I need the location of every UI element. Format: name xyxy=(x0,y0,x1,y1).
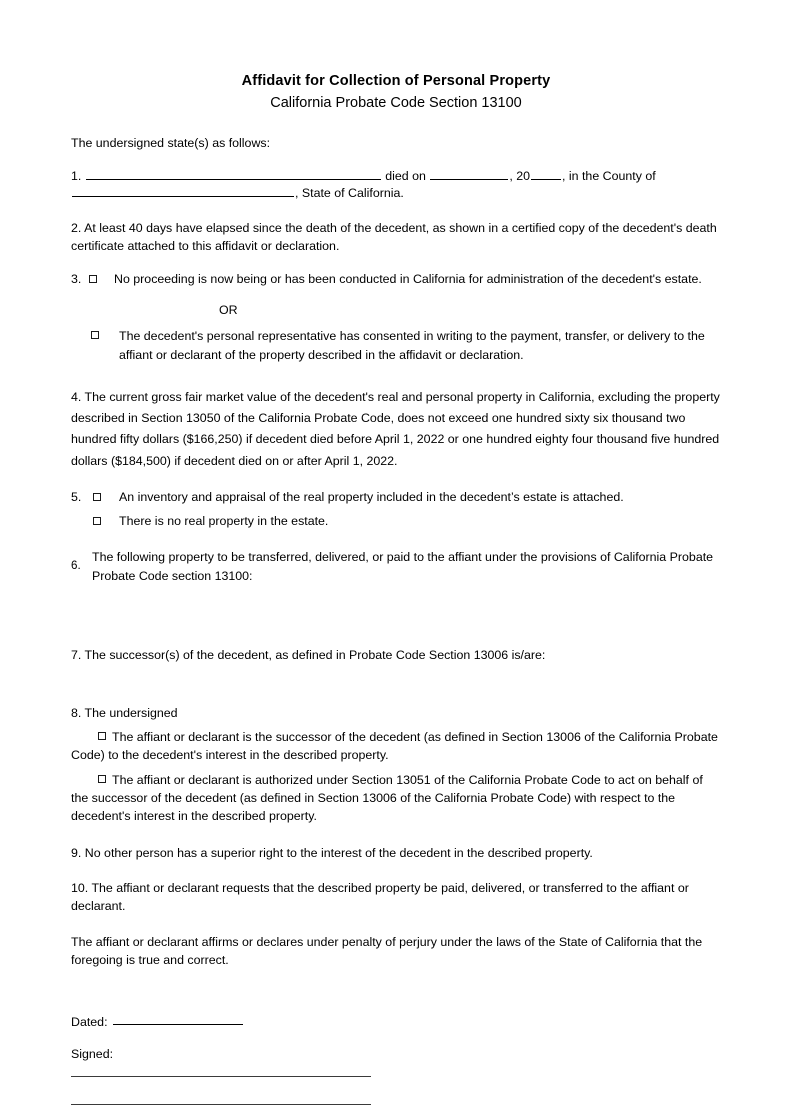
item-6 xyxy=(71,548,721,585)
item-8-heading: 8. The undersigned xyxy=(71,705,178,720)
date-of-death-field[interactable] xyxy=(430,168,508,180)
item-3-option-b-row[interactable] xyxy=(71,327,721,364)
item-1-state-label: , State of California. xyxy=(295,186,404,201)
year-field[interactable] xyxy=(531,168,561,180)
item-8-option-a-row[interactable] xyxy=(71,729,721,765)
checkbox-empty-icon[interactable] xyxy=(89,275,97,283)
dated-field[interactable] xyxy=(113,1014,243,1026)
item-6-line-1: The following property to be transferred, delivered, or paid to the affiant under the provisions of California Probate xyxy=(92,550,714,565)
title-block xyxy=(71,72,721,113)
checkbox-empty-icon[interactable] xyxy=(98,775,106,783)
item-5-option-b-row[interactable] xyxy=(71,513,721,531)
item-3 xyxy=(71,271,721,364)
item-3-option-a-label: No proceeding is now being or has been conducted in California for administration of the decedent's estate. xyxy=(114,272,702,287)
item-6-number: 6. xyxy=(71,559,81,573)
item-4: 4. The current gross fair market value of the decedent's real and personal property in California, excluding the property described in Section 13050 of the California Probate Code, does not exceed one hundred sixty six thousand two hundred fifty dollars ($166,250) if decedent died before April 1, 2022 or one hundred eighty four thousand five hundred dollars ($184,500) if decedent died on or after April 1, 2022. xyxy=(71,389,720,468)
item-1-county-label: , in the County of xyxy=(562,168,656,183)
item-8-option-b-row[interactable] xyxy=(71,772,721,826)
document-body xyxy=(71,0,721,1105)
item-3-or-separator: OR xyxy=(219,302,238,317)
item-7: 7. The successor(s) of the decedent, as defined in Probate Code Section 13006 is/are: xyxy=(71,648,546,663)
checkbox-empty-icon[interactable] xyxy=(98,732,106,740)
affirmation-text: The affiant or declarant affirms or declares under penalty of perjury under the laws of the State of California that the foregoing is true and correct. xyxy=(71,935,703,967)
dated-label: Dated: xyxy=(71,1014,108,1029)
item-5 xyxy=(71,489,721,530)
item-5-number: 5. xyxy=(71,489,82,504)
intro-text: The undersigned state(s) as follows: xyxy=(71,136,271,151)
page-title: Affidavit for Collection of Personal Property xyxy=(241,73,551,89)
item-1-year-prefix: , 20 xyxy=(509,168,531,183)
decedent-name-field[interactable] xyxy=(86,168,381,180)
item-9: 9. No other person has a superior right to the interest of the decedent in the described property. xyxy=(71,845,593,860)
dated-row xyxy=(71,1014,721,1029)
item-1-number: 1. xyxy=(71,168,82,183)
checkbox-empty-icon[interactable] xyxy=(93,493,101,501)
item-1 xyxy=(71,168,721,203)
item-8 xyxy=(71,705,721,826)
page-subtitle: California Probate Code Section 13100 xyxy=(270,94,522,111)
signature-block xyxy=(71,1014,721,1105)
signed-label: Signed: xyxy=(71,1047,114,1062)
item-8-option-a-label: The affiant or declarant is the successor of the decedent (as defined in Section 13006 of the California Probate Code) to the decedent's interest in the described property. xyxy=(71,729,718,762)
item-2: 2. At least 40 days have elapsed since the death of the decedent, as shown in a certified copy of the decedent's death certificate attached to this affidavit or declaration. xyxy=(71,220,717,253)
item-3-number: 3. xyxy=(71,272,82,287)
item-3-option-b-label: The decedent's personal representative has consented in writing to the payment, transfer, or delivery to the affiant or declarant of the property described in the affidavit or declaration. xyxy=(119,329,705,362)
item-10: 10. The affiant or declarant requests that the described property be paid, delivered, or transferred to the affiant or declarant. xyxy=(71,881,689,913)
item-1-died-on-label: died on xyxy=(381,168,430,183)
item-5-option-a-row[interactable] xyxy=(71,489,721,507)
item-5-option-a-label: An inventory and appraisal of the real property included in the decedent’s estate is attached. xyxy=(119,489,624,504)
item-6-body xyxy=(92,548,721,585)
checkbox-empty-icon[interactable] xyxy=(91,331,99,339)
item-8-option-b-label: The affiant or declarant is authorized under Section 13051 of the California Probate Code to act on behalf of the successor of the decedent (as defined in Section 13006 of the California Probate Code) with respect to the decedent's interest in the described property. xyxy=(71,772,703,823)
item-3-option-a-row[interactable] xyxy=(71,271,721,289)
checkbox-empty-icon[interactable] xyxy=(93,517,101,525)
item-5-option-b-label: There is no real property in the estate. xyxy=(119,513,329,528)
county-field[interactable] xyxy=(72,185,294,197)
signature-line-1[interactable] xyxy=(71,1076,371,1077)
item-6-line-2: Probate Code section 13100: xyxy=(92,568,253,583)
